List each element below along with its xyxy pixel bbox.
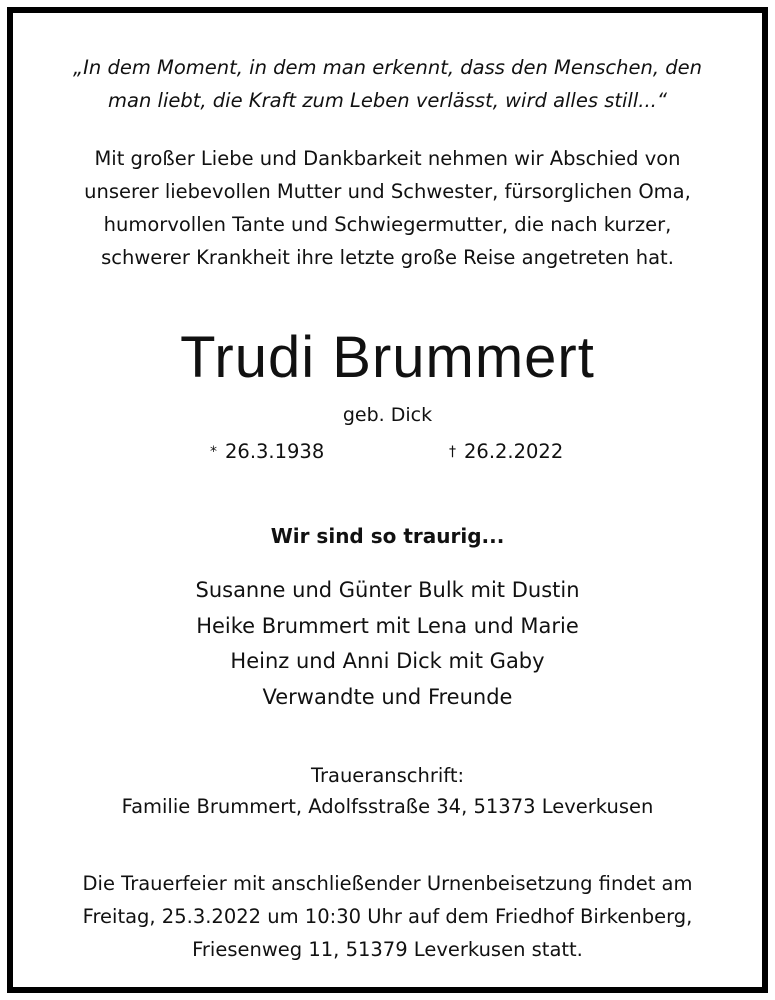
service-line: Friesenweg 11, 51379 Leverkusen statt. [192,938,583,961]
birth-date: 26.3.1938 [225,440,325,463]
deceased-name: Trudi Brummert [180,325,595,390]
address-block [13,760,762,822]
service-line: Freitag, 25.3.2022 um 10:30 Uhr auf dem Friedhof Birkenberg, [82,905,693,928]
address-line: Familie Brummert, Adolfsstraße 34, 51373 Leverkusen [121,795,654,818]
mourner-line: Verwandte und Freunde [262,684,513,709]
mourner-line: Heinz und Anni Dick mit Gaby [230,649,545,673]
intro-text [13,142,762,274]
mourner-line: Heike Brummert mit Lena und Marie [196,613,579,638]
birth-date-group [210,439,324,465]
mourners-list [13,573,762,715]
sad-line: Wir sind so traurig... [270,524,505,548]
quote-line: „In dem Moment, in dem man erkennt, dass den Menschen, den [73,56,702,79]
service-line: Die Trauerfeier mit anschließender Urnenbeisetzung findet am [82,872,693,895]
death-date-group [449,439,563,465]
intro-line: humorvollen Tante und Schwiegermutter, die nach kurzer, [103,213,672,236]
intro-line: unserer liebevollen Mutter und Schwester, fürsorglichen Oma, [84,180,691,203]
birth-name: geb. Dick [342,404,433,426]
service-info [13,867,762,966]
mourner-line: Susanne und Günter Bulk mit Dustin [195,578,580,602]
intro-line: Mit großer Liebe und Dankbarkeit nehmen wir Abschied von [94,147,681,170]
obituary-frame [7,7,768,993]
address-label: Traueranschrift: [310,764,465,787]
intro-line: schwerer Krankheit ihre letzte große Reise angetreten hat. [101,246,674,269]
death-date: 26.2.2022 [464,440,564,463]
death-cross-icon: † [449,444,456,460]
birth-star-icon: * [210,444,217,460]
quote-block [13,51,762,117]
quote-line: man liebt, die Kraft zum Leben verlässt, wird alles still...“ [108,89,667,112]
